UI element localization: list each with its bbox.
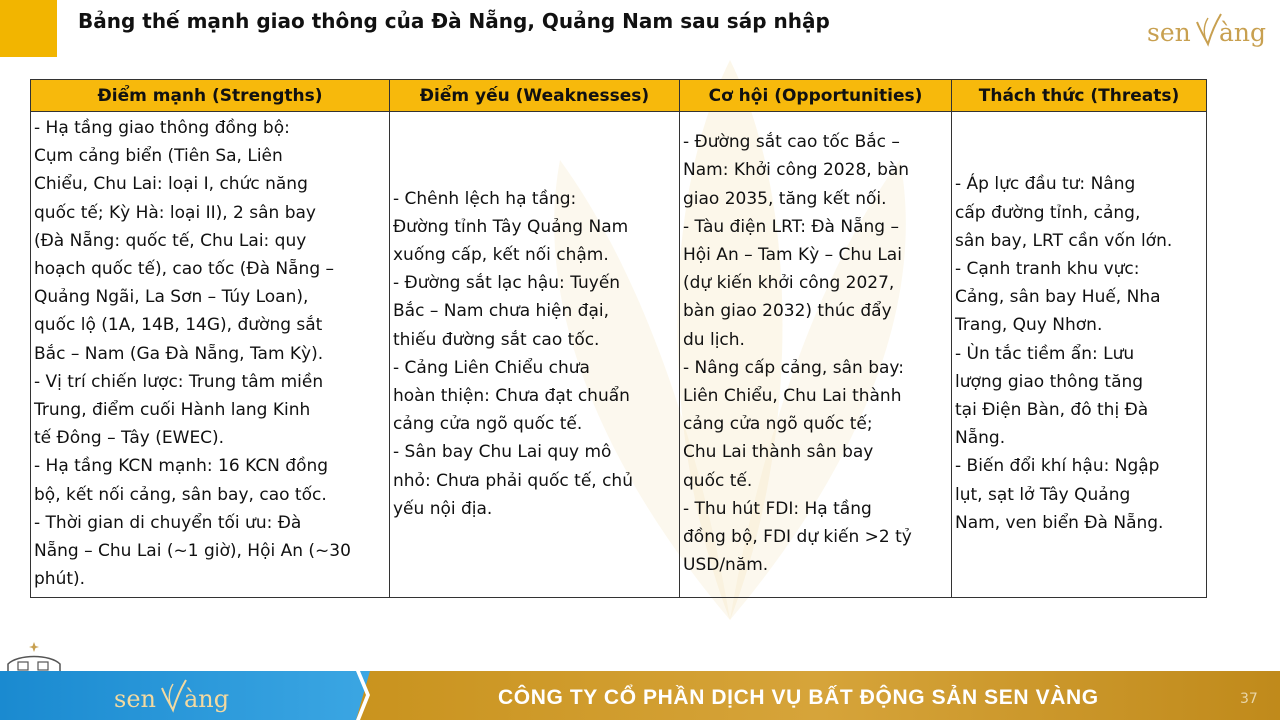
- weaknesses-line: thiếu đường sắt cao tốc.: [393, 329, 600, 350]
- opportunities-line: USD/năm.: [683, 555, 769, 576]
- weaknesses-line: - Sân bay Chu Lai quy mô: [393, 442, 612, 463]
- opportunities-line: du lịch.: [683, 329, 745, 350]
- weaknesses-line: xuống cấp, kết nối chậm.: [393, 244, 609, 265]
- weaknesses-line: Đường tỉnh Tây Quảng Nam: [393, 216, 629, 237]
- threats-line: - Áp lực đầu tư: Nâng: [955, 174, 1136, 195]
- threats-line: lụt, sạt lở Tây Quảng: [955, 484, 1131, 505]
- strengths-line: - Hạ tầng KCN mạnh: 16 KCN đồng: [34, 456, 329, 477]
- threats-line: lượng giao thông tăng: [955, 371, 1144, 392]
- threats-line: cấp đường tỉnh, cảng,: [955, 202, 1141, 223]
- swot-header-row: [31, 80, 1207, 112]
- header-strengths: Điểm mạnh (Strengths): [31, 80, 390, 112]
- opportunities-line: bàn giao 2032) thúc đẩy: [683, 301, 892, 322]
- threats-line: Trang, Quy Nhơn.: [955, 315, 1103, 336]
- weaknesses-line: - Đường sắt lạc hậu: Tuyến: [393, 273, 621, 294]
- svg-text:sen: sen: [114, 685, 156, 713]
- opportunities-cell: [680, 112, 952, 598]
- weaknesses-line: cảng cửa ngõ quốc tế.: [393, 414, 583, 435]
- header-threats: Thách thức (Threats): [952, 80, 1207, 112]
- weaknesses-line: hoàn thiện: Chưa đạt chuẩn: [393, 385, 630, 406]
- weaknesses-cell: [390, 112, 680, 598]
- strengths-line: Bắc – Nam (Ga Đà Nẵng, Tam Kỳ).: [34, 343, 324, 364]
- weaknesses-line: - Cảng Liên Chiểu chưa: [393, 357, 590, 378]
- threats-line: - Ùn tắc tiềm ẩn: Lưu: [955, 343, 1135, 364]
- page-title: Bảng thế mạnh giao thông của Đà Nẵng, Quảng Nam sau sáp nhập: [78, 9, 830, 33]
- strengths-line: (Đà Nẵng: quốc tế, Chu Lai: quy: [34, 230, 307, 251]
- strengths-cell: [31, 112, 390, 598]
- threats-line: Nam, ven biển Đà Nẵng.: [955, 512, 1164, 533]
- company-name: CÔNG TY CỔ PHẦN DỊCH VỤ BẤT ĐỘNG SẢN SEN VÀNG: [498, 686, 1099, 709]
- opportunities-line: Chu Lai thành sân bay: [683, 442, 874, 463]
- strengths-line: hoạch quốc tế), cao tốc (Đà Nẵng –: [34, 259, 335, 280]
- opportunities-line: Nam: Khởi công 2028, bàn: [683, 160, 910, 181]
- threats-line: Cảng, sân bay Huế, Nha: [955, 287, 1161, 308]
- page-number: 37: [1240, 691, 1258, 707]
- corner-accent-block: [0, 0, 57, 57]
- strengths-line: - Thời gian di chuyển tối ưu: Đà: [34, 512, 302, 533]
- weaknesses-line: Bắc – Nam chưa hiện đại,: [393, 301, 610, 322]
- header-weaknesses: Điểm yếu (Weaknesses): [390, 80, 680, 112]
- svg-text:àng: àng: [1219, 18, 1267, 47]
- strengths-line: Quảng Ngãi, La Sơn – Túy Loan),: [34, 287, 309, 308]
- threats-line: - Biến đổi khí hậu: Ngập: [955, 456, 1160, 477]
- strengths-line: phút).: [34, 569, 86, 590]
- strengths-line: quốc lộ (1A, 14B, 14G), đường sắt: [34, 315, 323, 336]
- weaknesses-line: - Chênh lệch hạ tầng:: [393, 188, 577, 209]
- opportunities-line: cảng cửa ngõ quốc tế;: [683, 414, 873, 435]
- strengths-line: tế Đông – Tây (EWEC).: [34, 428, 225, 449]
- strengths-line: Cụm cảng biển (Tiên Sa, Liên: [34, 146, 283, 167]
- strengths-line: bộ, kết nối cảng, sân bay, cao tốc.: [34, 484, 327, 505]
- threats-line: tại Điện Bàn, đô thị Đà: [955, 400, 1149, 421]
- strengths-line: Chiểu, Chu Lai: loại I, chức năng: [34, 174, 308, 195]
- strengths-line: - Vị trí chiến lược: Trung tâm miền: [34, 371, 324, 392]
- strengths-line: quốc tế; Kỳ Hà: loại II), 2 sân bay: [34, 202, 316, 223]
- opportunities-line: đồng bộ, FDI dự kiến >2 tỷ: [683, 526, 912, 547]
- header-opportunities: Cơ hội (Opportunities): [680, 80, 952, 112]
- threats-cell: [952, 112, 1207, 598]
- opportunities-line: - Đường sắt cao tốc Bắc –: [683, 132, 900, 153]
- strengths-line: Nẵng – Chu Lai (~1 giờ), Hội An (~30: [34, 541, 351, 562]
- opportunities-line: - Nâng cấp cảng, sân bay:: [683, 357, 904, 378]
- opportunities-line: giao 2035, tăng kết nối.: [683, 188, 887, 209]
- threats-line: sân bay, LRT cần vốn lớn.: [955, 230, 1173, 251]
- opportunities-line: - Thu hút FDI: Hạ tầng: [683, 498, 872, 519]
- strengths-line: - Hạ tầng giao thông đồng bộ:: [34, 118, 290, 138]
- weaknesses-line: yếu nội địa.: [393, 498, 493, 519]
- opportunities-line: Liên Chiểu, Chu Lai thành: [683, 385, 902, 406]
- swot-table: [30, 79, 1207, 598]
- threats-line: Nẵng.: [955, 428, 1006, 449]
- opportunities-line: quốc tế.: [683, 470, 753, 491]
- opportunities-line: Hội An – Tam Kỳ – Chu Lai: [683, 244, 902, 265]
- sen-vang-footer-logo: [112, 676, 232, 716]
- threats-line: - Cạnh tranh khu vực:: [955, 259, 1140, 280]
- sen-vang-logo: [1145, 8, 1270, 48]
- opportunities-line: - Tàu điện LRT: Đà Nẵng –: [683, 216, 899, 237]
- svg-text:àng: àng: [184, 685, 230, 713]
- opportunities-line: (dự kiến khởi công 2027,: [683, 273, 895, 294]
- svg-text:sen: sen: [1147, 18, 1191, 47]
- strengths-line: Trung, điểm cuối Hành lang Kinh: [34, 400, 311, 421]
- swot-content-row: [31, 112, 1207, 598]
- weaknesses-line: nhỏ: Chưa phải quốc tế, chủ: [393, 470, 633, 491]
